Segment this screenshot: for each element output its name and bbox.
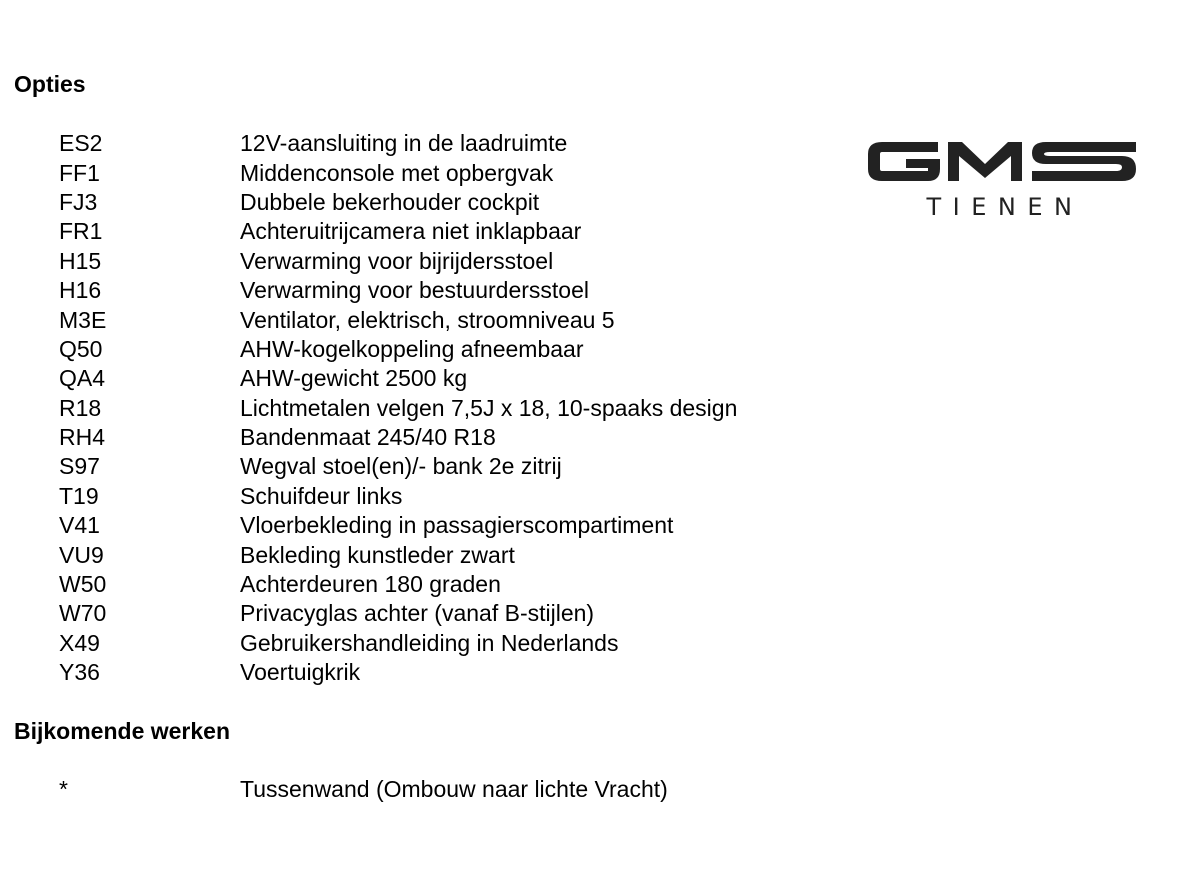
extra-work-list <box>59 775 668 804</box>
option-row <box>59 658 737 687</box>
option-code: M3E <box>59 306 107 333</box>
option-description: Dubbele bekerhouder cockpit <box>240 188 540 215</box>
option-code: H16 <box>59 277 102 304</box>
option-row <box>59 394 737 423</box>
option-row <box>59 158 737 187</box>
option-code: FF1 <box>59 159 100 186</box>
option-description: Schuifdeur links <box>240 482 403 509</box>
option-code: Q50 <box>59 335 103 362</box>
option-code: R18 <box>59 394 102 421</box>
option-row <box>59 629 737 658</box>
option-description: Bandenmaat 245/40 R18 <box>240 424 496 451</box>
extra-work-description: Tussenwand (Ombouw naar lichte Vracht) <box>240 776 668 803</box>
option-code: ES2 <box>59 130 103 157</box>
option-row <box>59 276 737 305</box>
gms-logo-mark <box>866 136 1138 186</box>
gms-tienen-logo <box>866 136 1138 224</box>
option-code: W70 <box>59 600 107 627</box>
option-code: Y36 <box>59 659 100 686</box>
option-description: Ventilator, elektrisch, stroomniveau 5 <box>240 306 615 333</box>
option-description: AHW-gewicht 2500 kg <box>240 365 468 392</box>
options-list <box>59 129 737 687</box>
option-description: Middenconsole met opbergvak <box>240 159 554 186</box>
option-description: Achterdeuren 180 graden <box>240 571 501 598</box>
logo-subtitle: TIENEN <box>926 193 1084 221</box>
options-title: Opties <box>14 71 86 97</box>
option-row <box>59 129 737 158</box>
option-description: 12V-aansluiting in de laadruimte <box>240 130 568 157</box>
option-code: T19 <box>59 482 99 509</box>
option-row <box>59 305 737 334</box>
option-row <box>59 217 737 246</box>
option-row <box>59 423 737 452</box>
option-row <box>59 335 737 364</box>
option-row <box>59 364 737 393</box>
option-description: Wegval stoel(en)/- bank 2e zitrij <box>240 453 562 480</box>
option-code: S97 <box>59 453 100 480</box>
option-row <box>59 482 737 511</box>
option-code: X49 <box>59 629 100 656</box>
option-description: AHW-kogelkoppeling afneembaar <box>240 335 584 362</box>
option-code: FJ3 <box>59 188 98 215</box>
extra-work-row <box>59 775 668 804</box>
option-description: Verwarming voor bijrijdersstoel <box>240 247 554 274</box>
option-code: RH4 <box>59 424 106 451</box>
option-code: FR1 <box>59 218 103 245</box>
option-description: Vloerbekleding in passagierscompartiment <box>240 512 674 539</box>
option-description: Lichtmetalen velgen 7,5J x 18, 10-spaaks design <box>240 394 738 421</box>
option-row <box>59 570 737 599</box>
option-description: Verwarming voor bestuurdersstoel <box>240 277 589 304</box>
option-row <box>59 511 737 540</box>
option-code: V41 <box>59 512 100 539</box>
option-code: W50 <box>59 571 107 598</box>
option-description: Gebruikershandleiding in Nederlands <box>240 629 619 656</box>
option-description: Privacyglas achter (vanaf B-stijlen) <box>240 600 595 627</box>
option-code: H15 <box>59 247 102 274</box>
option-code: VU9 <box>59 541 104 568</box>
extra-work-title: Bijkomende werken <box>14 718 231 744</box>
option-description: Achteruitrijcamera niet inklapbaar <box>240 218 582 245</box>
option-row <box>59 599 737 628</box>
extra-work-code: * <box>59 776 68 803</box>
option-row <box>59 247 737 276</box>
option-code: QA4 <box>59 365 106 392</box>
option-description: Voertuigkrik <box>240 659 361 686</box>
option-row <box>59 452 737 481</box>
option-row <box>59 540 737 569</box>
option-description: Bekleding kunstleder zwart <box>240 541 515 568</box>
option-row <box>59 188 737 217</box>
